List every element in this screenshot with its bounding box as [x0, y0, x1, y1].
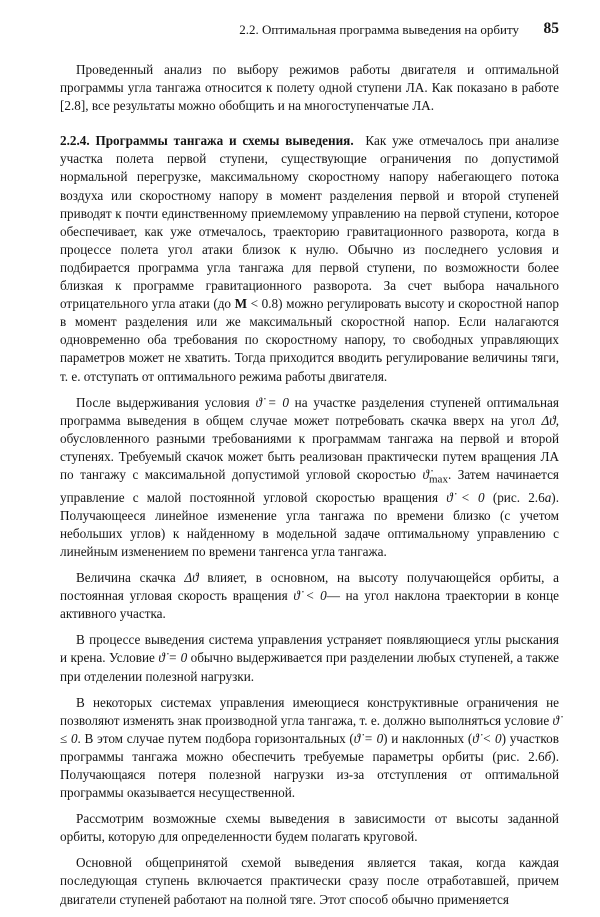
- figure-ref-a: а: [544, 489, 552, 505]
- paragraph-schemes: Рассмотрим возможные схемы выведения в зависимости от высоты заданной орбиты, которую для определенности будем полагать круговой.: [60, 811, 559, 845]
- math-inclined: ϑ̇ < 0: [472, 730, 502, 746]
- mach-symbol: M: [234, 296, 248, 312]
- subscript-max: max: [429, 473, 448, 486]
- paragraph-intro: Проведенный анализ по выбору режимов работы двигателя и оптимальной программы угла тангажа относится к полету одной ступени ЛА. Как показано в работе [2.8], все результаты можно обобщить и на многоступенчатые ЛА.: [60, 62, 559, 114]
- page-number: 85: [543, 20, 559, 37]
- math-delta: Δϑ: [541, 412, 556, 428]
- paragraph-main-scheme: Основной общепринятой схемой выведения является такая, когда каждая последующая ступень включается практически сразу после отработавшей, причем двигатели ступеней работают на полной тяге. Этот способ обычно применяется: [60, 855, 559, 907]
- header-title: 2.2. Оптимальная программа выведения на орбиту: [239, 22, 519, 37]
- paragraph-constraints: В некоторых системах управления имеющиеся конструктивные ограничения не позволяют изменять знак производной угла тангажа, т. е. должно выполняться условие ϑ̇ ≤ 0. В этом случае путем подбора горизонтальных (ϑ̇ = 0) и наклонных (ϑ̇ < 0) участков программы тангажа можно обеспечить требуемые параметры орбиты (рис. 2.6б). Получающаяся потеря полезной нагрузки из-за отступления от оптимальной программы оказывается несущественной.: [60, 694, 560, 801]
- math-condition: ϑ̇ = 0: [158, 650, 188, 666]
- math-delta: Δϑ: [184, 570, 199, 586]
- figure-ref-b: б: [544, 748, 552, 764]
- paragraph-jump: Величина скачка Δϑ влияет, в основном, на высоту получающейся орбиты, а постоянная угловая скорость вращения ϑ̇ < 0— на угол наклона траектории в конце активного участка.: [60, 570, 560, 622]
- math-rate: ϑ̇ < 0: [446, 489, 485, 505]
- math-rate: ϑ̇ < 0: [293, 588, 327, 604]
- page-body: [60, 61, 559, 917]
- math-condition: ϑ̇ ≤ 0: [60, 712, 560, 746]
- math-rate-max: ϑ̇: [422, 466, 429, 482]
- math-condition: ϑ̇ = 0: [255, 394, 289, 410]
- paragraph-section-2-2-4: 2.2.4. Программы тангажа и схемы выведения. Как уже отмечалось при анализе участка полета первой ступени, существующие ограничения по допустимой нормальной перегрузке, максимальному скоростному напору набегающего потока воздуха или скоростному напору в момент разделения первой и второй ступеней приводят к почти единственному приемлемому управлению на первой ступени, которое обеспечивает, как уже отмечалось, траекторию гравитационного разворота, когда в процессе полета угол атаки близок к нулю. Обычно из последнего условия и подбирается программа угла тангажа для первой ступени, по возможности более близкая к программе гравитационного разворота. За счет выбора начального отрицательного угла атаки (до M < 0.8) можно регулировать высоту и скоростной напор в момент разделения или же максимальный скоростной напор. Если налагаются одновременно оба требования по скоростному напору, то свободных управляющих параметров может не хватить. Тогда приходится вводить регулирование величины тяги, т. е. отступать от оптимального режима работы двигателя.: [60, 133, 559, 384]
- math-horizontal: ϑ̇ = 0: [353, 730, 384, 746]
- paragraph-separation: После выдерживания условия ϑ̇ = 0 на участке разделения ступеней оптимальная программа выведения в общем случае может потребовать скачка вверх на угол Δϑ, обусловленного разными требованиями к программам тангажа на первой и второй ступенях. Требуемый скачок может быть реализован практически путем вращения ЛА по тангажу с максимальной допустимой угловой скоростью $ϑ̇_{max}$. Затем начинается управление с малой постоянной угловой скоростью вращения ϑ̇ < 0 (рис. 2.6а). Получающееся линейное изменение угла тангажа по времени близко (с учетом небольших углов) к найденному в модельной задаче оптимальному управлению с линейным изменением по времени тангенса угла тангажа.: [60, 394, 560, 559]
- section-heading: 2.2.4. Программы тангажа и схемы выведения.: [60, 133, 354, 149]
- paragraph-yaw-roll: В процессе выведения система управления устраняет появляющиеся углы рыскания и крена. Условие ϑ̇ = 0 обычно выдерживается при разделении любых ступеней, а также при отделении полезной нагрузки.: [60, 632, 560, 684]
- running-header: [60, 20, 559, 42]
